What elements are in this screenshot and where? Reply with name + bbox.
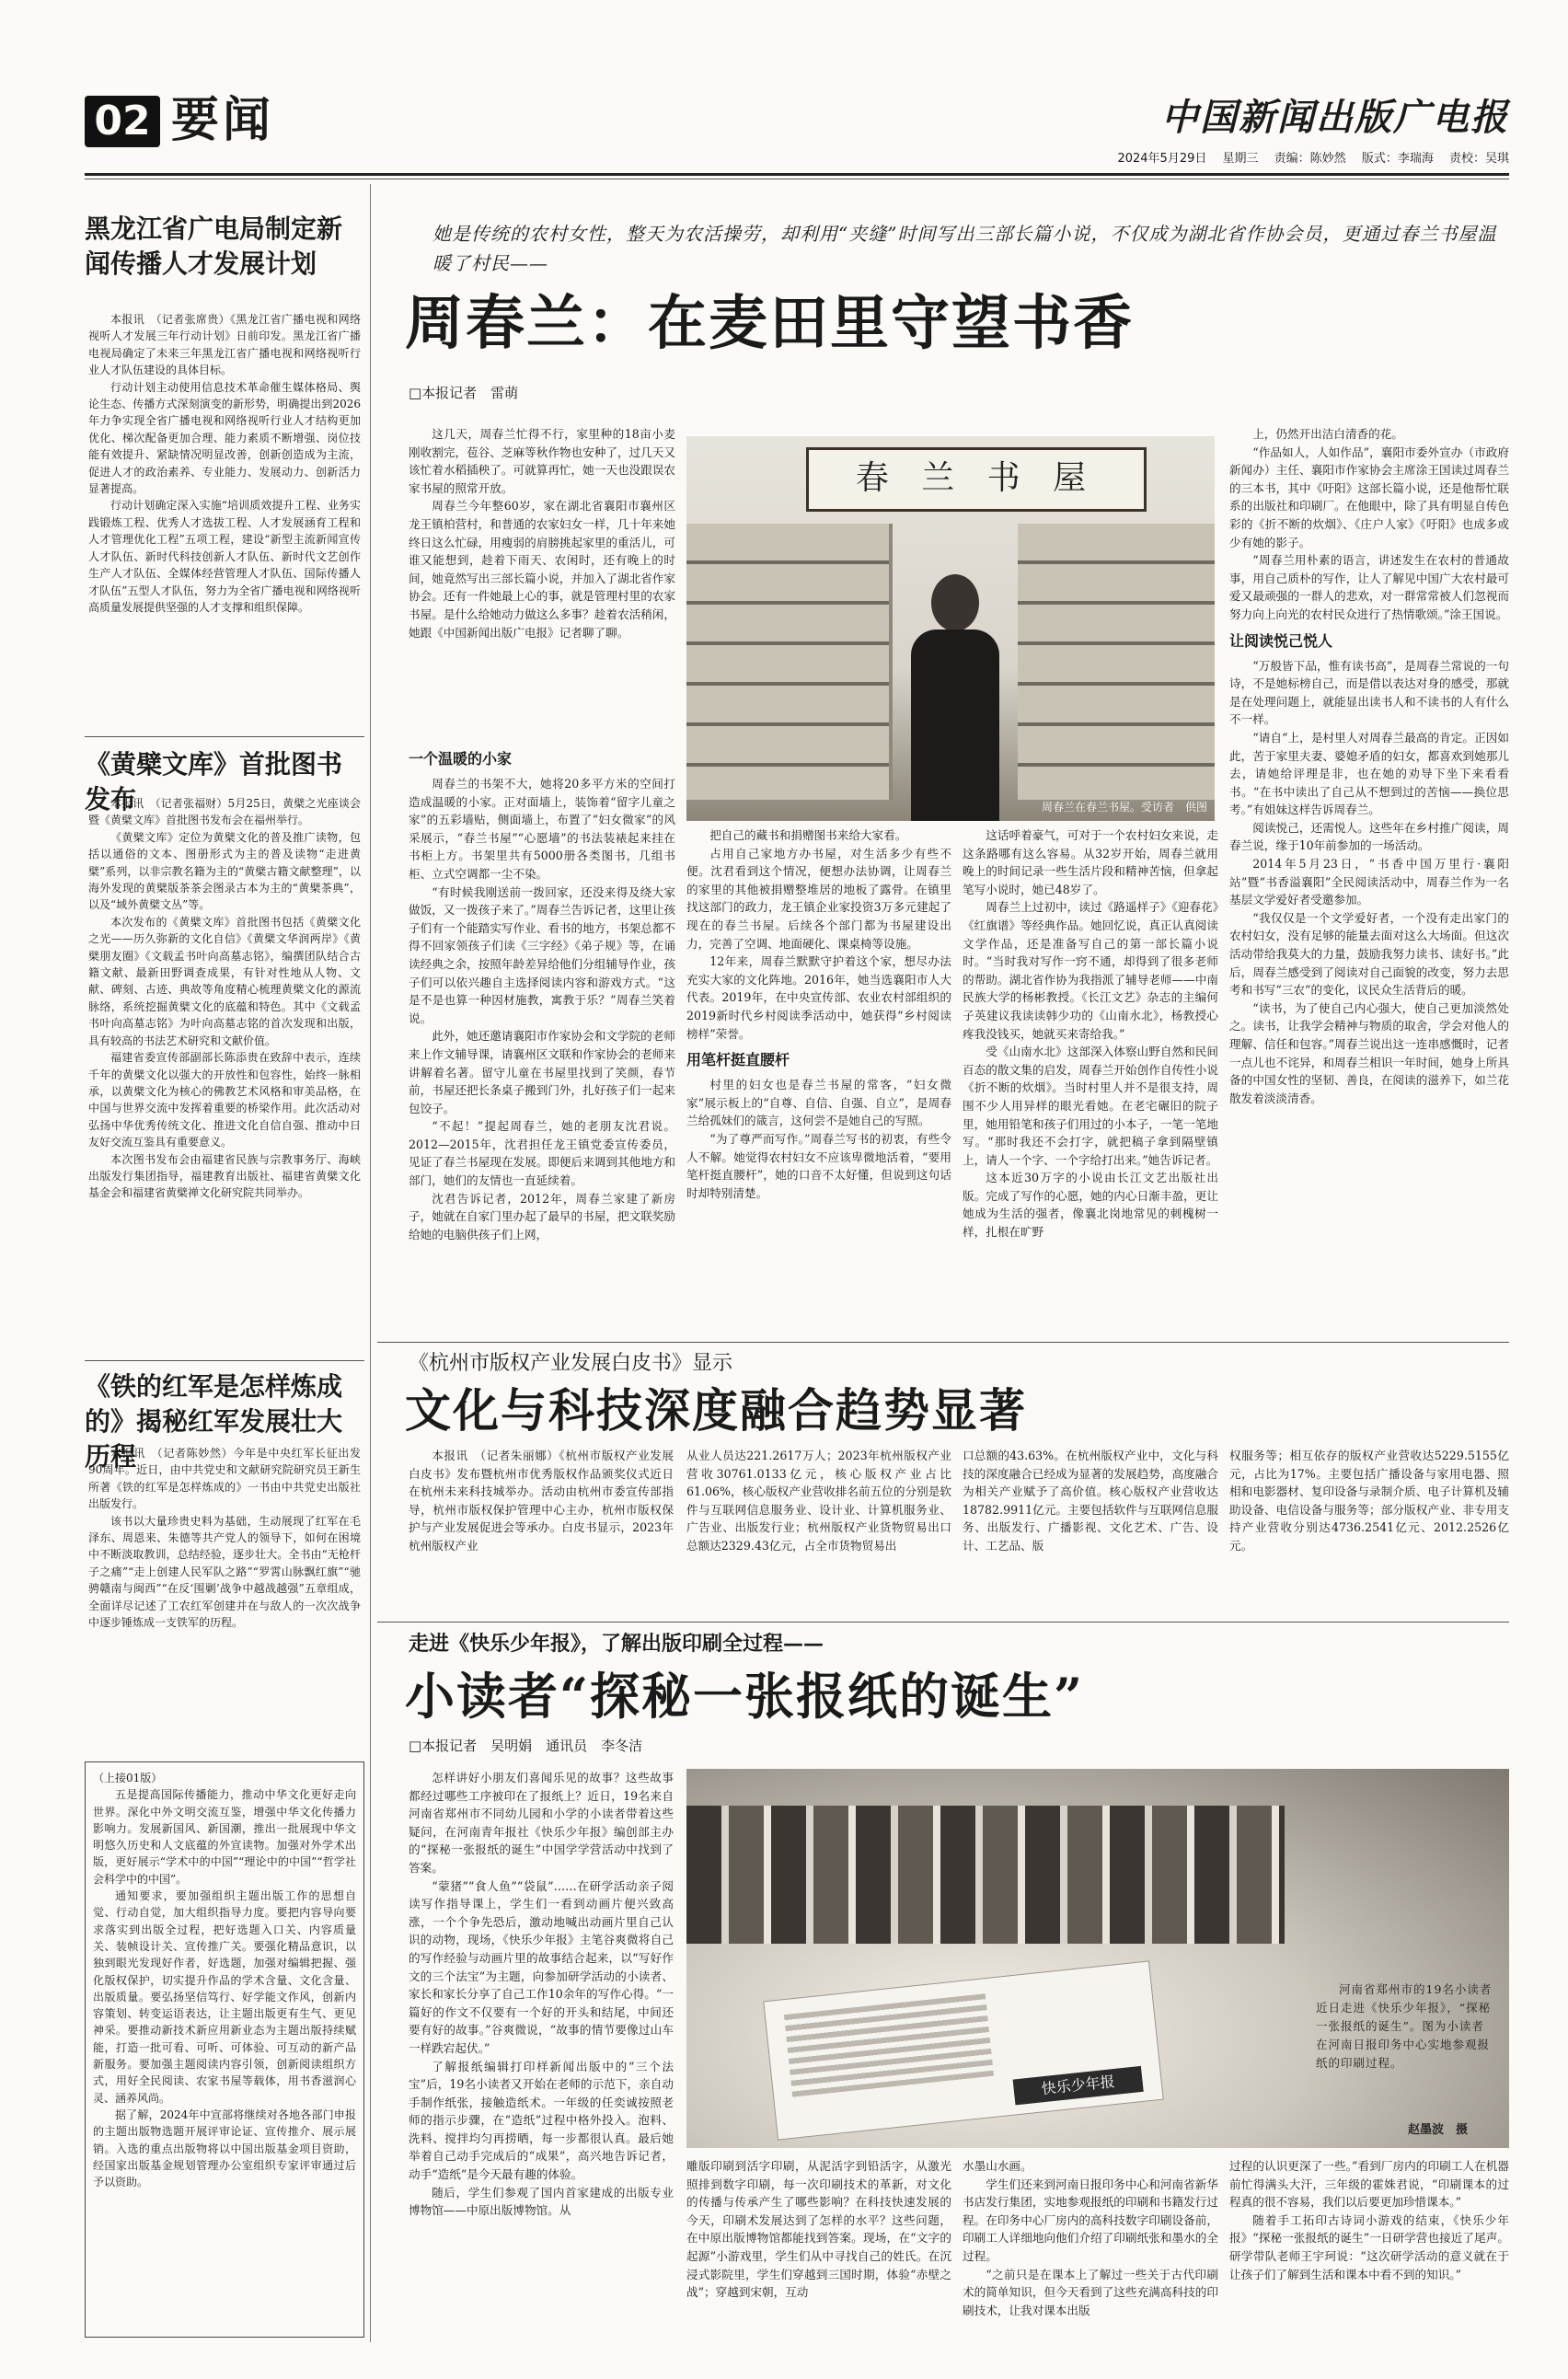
paragraph: 口总额的43.63%。在杭州版权产业中，文化与科技的深度融合已经成为显著的发展趋势，高度融合为相关产业赋予了高价值。核心版权产业营收达18782.9911亿元。主要包括软件与互联网信息服务、出版发行、广播影视、文化艺术、广告、设计、工艺品、版 [963, 1449, 1218, 1553]
paragraph: 从业人员达221.2617万人；2023年杭州版权产业营收30761.0133亿元，核心版权产业占比61.06%，核心版权产业营收排名前五位的分别是软件与互联网信息服务业、设计业、计算机服务业、广告业、出版发行业；杭州版权产业货物贸易出口总额达2329.43亿元，占全市货物贸易出 [686, 1449, 951, 1553]
kids-col3 [963, 2157, 1218, 2338]
kids-col1 [409, 1769, 674, 2338]
divider [377, 1622, 1509, 1623]
paragraph: 2014年5月23日，“书香中国万里行·襄阳站”暨“书香溢襄阳”全民阅读活动中，周春兰作为一名基层文学爱好者受邀参加。 [1229, 857, 1509, 907]
page-number: 02 [85, 96, 160, 147]
lead-photo [686, 436, 1215, 821]
paragraph: 周春兰的书架不大，她将20多平方米的空间打造成温暖的小家。正对面墙上，装饰着“留字儿童之家”的五彩墙贴，侧面墙上，布置了“妇女微家”的风采展示，“春兰书屋”“心愿墙”的书法装裱起来挂在书柜上方。书架里共有5000册各类图书，几组书柜、立式空调都一尘不染。 [409, 777, 675, 881]
paragraph: 五是提高国际传播能力，推动中华文化更好走向世界。深化中外文明交流互鉴，增强中华文化传播力影响力。发展新国风、新国潮，推出一批展现中华文明悠久历史和人文底蕴的外宣读物。加强对外学术出版，更好展示“学术中的中国”“理论中的中国”“哲学社会科学中的中国”。 [93, 1788, 356, 1886]
paragraph: 水墨山水画。 [963, 2159, 1032, 2173]
paragraph: “万般皆下品，惟有读书高”，是周春兰常说的一句诗，不是她标榜自己，而是借以表达对身的感受，那就是在处理问题上，就能显出读书人和不读书的人有什么不一样。 [1229, 658, 1509, 727]
person-figure [904, 574, 1005, 821]
paragraph: 随后，学生们参观了国内首家建成的出版专业博物馆——中原出版博物馆。从 [409, 2185, 674, 2218]
paragraph: “之前只是在课本上了解过一些关于古代印刷术的简单知识，但今天看到了这些充满高科技的印刷技术，让我对课本出版 [963, 2267, 1218, 2317]
paragraph: “作品如人，人如作品”，襄阳市委外宣办（市政府新闻办）主任、襄阳市作家协会主席涂王国读过周春兰的三本书，其中《吁阳》这部长篇小说，还是他帮忙联系的出版社和印刷厂。在他眼中，除了具有明显自传色彩的《折不断的炊烟》、《庄户人家》《吁阳》也成多或少有她的影子。 [1229, 445, 1509, 549]
hz-col2 [686, 1447, 951, 1612]
article-heilongjiang-title: 黑龙江省广电局制定新闻传播人才发展计划 [85, 214, 343, 279]
paragraph: 周春兰今年整60岁，家在湖北省襄阳市襄州区龙王镇柏营村，和普通的农家妇女一样，几十年来她终日这么忙碌，用瘦弱的肩膀挑起家里的重活儿，可谁又能想到，趁着下雨天、农闲时，还有晚上的时间，她竟然写出三部长篇小说，并加入了湖北省作家协会。还有一件她最上心的事，就是管理村里的农家书屋。是什么给她动力做这么多事？趁着农活稍闲，她跟《中国新闻出版广电报》记者聊了聊。 [409, 499, 675, 640]
header-rule [85, 173, 1509, 176]
design-label: 版式：李瑞海 [1361, 152, 1434, 166]
lead-photo-caption: 周春兰在春兰书屋。受访者 供图 [1041, 801, 1207, 814]
paragraph: 这几天，周春兰忙得不行，家里种的18亩小麦刚收割完，苞谷、芝麻等秋作物也安种了，过几天又该忙着水稻插秧了。可就算再忙，她一天也没跟误农家书屋的照常开放。 [409, 427, 675, 495]
paragraph: 受《山南水北》这部深入体察山野自然和民间百态的散文集的启发，周春兰开始创作自传性小说《折不断的炊烟》。当时村里人并不是很支持，周围不少人用异样的眼光看她。在老宅碾旧的院子里，她用铅笔和孩子们用过的小本子，一笔一笔地写。“那时我还不会打字，就把稿子拿到隔壁镇上，请人一个字、一个字给打出来。”她告诉记者。 [963, 1045, 1218, 1167]
paragraph: “不起！”提起周春兰，她的老朋友沈君说。2012—2015年，沈君担任龙王镇党委宣传委员，见证了春兰书屋现在发展。即便后来调到其他地方和部门，她们的友情也一直延续着。 [409, 1119, 675, 1188]
paragraph: 这本近30万字的小说由长江文艺出版社出版。完成了写作的心愿，她的内心日渐丰盈，更让她成为生活的强者，像襄北岗地常见的刺槐树一样，扎根在旷野 [963, 1171, 1218, 1240]
paragraph: 福建省委宣传部副部长陈添贵在致辞中表示，连续千年的黄檗文化以强大的开放性和包容性，始终一脉相承，以黄檗文化为核心的佛教艺术风格和审美品格，在中国与世界交流中发挥着重要的桥梁作用。此次活动对弘扬中华优秀传统文化、推进文化自信自强、推动中日友好交流互鉴具有重要意义。 [88, 1051, 361, 1149]
hz-col1 [409, 1447, 674, 1612]
article-huangbo-title: 《黄檗文库》首批图书发布 [85, 749, 343, 814]
paragraph: “有时候我刚送前一拨回家，还没来得及绕大家做饭，又一拨孩子来了。”周春兰告诉记者，这里让孩子们有一个能踏实写作业、看书的地方，书架总都不得不回家领孩子们读《三字经》《弟子规》等，在诵读经典之余，按照年龄差异给他们分组辅导作业，孩子们可以依兴趣自主选择阅读内容和游戏方式。“这是不是也算一种因材施教，寓教于乐？”周春兰笑着说。 [409, 884, 675, 1025]
paragraph: 把自己的藏书和捐赠图书来给大家看。 [709, 828, 907, 842]
kids-kicker: 走进《快乐少年报》，了解出版印刷全过程—— [409, 1632, 824, 1656]
paragraph: 学生们还来到河南日报印务中心和河南省新华书店发行集团，实地参观报纸的印刷和书籍发行过程。在印务中心厂房内的高科技数字印刷设备前，印刷工人详细地向他们介绍了印刷纸张和墨水的全过程。 [963, 2177, 1218, 2263]
hz-col4 [1229, 1447, 1509, 1612]
paragraph: 行动计划主动使用信息技术革命催生媒体格局、舆论生态、传播方式深刻演变的新形势，明确提出到2026年力争实现全省广播电视和网络视听行业人才结构更加优化、梯次配备更加合理、能力素质不断增强、岗位技能有效提升、紧缺情况明显改善，创新创造成为主流，促进人才的政治素养、专业能力、发展动力、创新活力显著提高。 [88, 380, 361, 496]
paragraph: 《黄檗文库》定位为黄檗文化的普及推广读物，包括以通俗的文本、图册形式为主的普及读物“走进黄檗”系列，以非宗教名籍为主的“黄檗古籍文献整理”，以海外发现的黄檗版茶茶会图录古本为主的“黄檗茶典”，以及“域外黄檗文丛”等。 [88, 830, 361, 912]
paragraph: “蒙猪”“食人鱼”“袋鼠”……在研学活动亲子阅读写作指导课上，学生们一看到动画片便兴致高涨，一个个争先恐后，激动地喊出动画片里自己认识的动物，现场，《快乐少年报》主笔谷爽微将自己的写作经验与动画片里的故事结合起来，以“写好作文的三个法宝”为主题，向参加研学活动的小读者、家长和家长分享了自己工作10余年的写作心得。“一篇好的作文不仅要有一个好的开头和结尾，中间还要有好的故事。”谷爽微说，“故事的情节要像过山车一样跌宕起伏。” [409, 1878, 674, 2055]
paragraph: 本报讯 （记者陈妙然）今年是中央红军长征出发90周年。近日，由中共党史和文献研究院研究员王新生所著《铁的红军是怎样炼成的》一书由中共党史出版社出版发行。 [88, 1447, 361, 1511]
paragraph: “请自“上，是村里人对周春兰最高的肯定。正因如此，苦于家里夫妻、婆媳矛盾的妇女，都喜欢到她那儿去，请她给评理是非，也在她的劝导下坐下来看看书。“在书中读出了自己从不想到过的苦恼——换位思考。”有姐妹这样告诉周春兰。 [1229, 730, 1509, 817]
paragraph: 阅读悦己，还需悦人。这些年在乡村推广阅读，周春兰说，缘于10年前参加的一场活动。 [1229, 820, 1509, 853]
article-huangbo-body [88, 795, 361, 1355]
paragraph: 12年来，周春兰默默守护着这个家，想尽办法充实大家的文化阵地。2016年，她当选襄阳市人大代表。2019年，在中央宣传部、农业农村部组织的2019新时代乡村阅读季活动中，她获得“乡村阅读榜样”荣誉。 [686, 954, 951, 1041]
paragraph: 权服务等；相互依存的版权产业营收达5229.5155亿元，占比为17%。主要包括广播设备与家用电器、照相和电影器材、复印设备与录制介质、电子计算机及辅助设备、电信设备与服务等；部分版权产业、非专用支持产业营收分别达4736.2541亿元、2012.2526亿元。 [1229, 1449, 1509, 1553]
kids-title: 小读者“探秘一张报纸的诞生” [405, 1667, 1085, 1726]
article-heilongjiang-body [88, 311, 361, 727]
paragraph: 占用自己家地方办书屋，对生活多少有些不便。沈君看到这个情况，便想办法协调，让周春兰的家里的其他被捐赠整堆居的地板了露骨。在镇里找这部门的政力，龙王镇企业家投资3万多元建起了现在的春兰书屋。后续各个部门都为书屋建设出力，完善了空调、地面硬化、课桌椅等设施。 [686, 846, 951, 951]
crowd-band [686, 1806, 1285, 1944]
paragraph: 据了解，2024年中宣部将继续对各地各部门申报的主题出版物选题开展评审论证、宣传推介、展示展销。入选的重点出版物将以中国出版基金项目资助，经国家出版基金规划管理办公室组织专家评审通过后予以资助。 [93, 2108, 356, 2189]
hz-kicker: 《杭州市版权产业发展白皮书》显示 [409, 1352, 733, 1375]
lead-col1-top [409, 425, 675, 740]
paragraph: 本次图书发布会由福建省民族与宗教事务厅、海峡出版发行集团指导，福建教育出版社、福建省黄檗文化基金会和福建省黄檗禅文化研究院共同举办。 [88, 1152, 361, 1200]
paragraph: 本次发布的《黄檗文库》首批图书包括《黄檗文化之光——历久弥新的文化自信》《黄檗文华润两岸》《黄檗朋友圈》《文载孟书叶向高墓志铭》，编撰团队结合古籍文献、最新田野调查成果，有针对性地从人物、文献、碑刻、古迹、典故等角度精心梳理黄檗文化的源流脉络，系统挖掘黄檗文化的底蕴和特色。其中《文载孟书叶向高墓志铭》为叶向高墓志铭的首次发现和出版，具有较高的书法艺术研究和文献价值。 [88, 915, 361, 1047]
weekday-label: 星期三 [1222, 152, 1259, 166]
paragraph: 村里的妇女也是春兰书屋的常客，“妇女微家”展示板上的“自尊、自信、自强、自立”，是周春兰给孤妹们的箴言，这何尝不是她自己的写照。 [686, 1078, 951, 1128]
paragraph: 了解报纸编辑打印样新闻出版中的“三个法宝”后，19名小读者又开始在老师的示范下，亲自动手制作纸张，接触造纸术。一年级的任奕诚按照老师的指示步骤，在“造纸”过程中格外投入。泡料、洗料、搅拌均匀再捞晒，每一步都很认真。最后她举着自己动手完成后的“成果”，高兴地告诉记者，动手“造纸”是今天最有趣的体验。 [409, 2059, 674, 2182]
paragraph: 本报讯 （记者张席贵）《黑龙江省广播电视和网络视听人才发展三年行动计划》日前印发。黑龙江省广播电视局确定了未来三年黑龙江省广播电视和网络视听行业人才队伍建设的具体目标。 [88, 313, 361, 377]
paragraph: 此外，她还邀请襄阳市作家协会和文学院的老师来上作文辅导课，请襄州区文联和作家协会的老师来讲解着名著。留守儿童在书屋里找到了笑颜，春节前，书屋还把长条桌子搬到门外，扎好孩子们一起来包饺子。 [409, 1029, 675, 1115]
hz-col3 [963, 1447, 1218, 1612]
paragraph: 雕版印刷到活字印刷，从泥活字到铅活字，从激光照排到数字印刷，每一次印刷技术的革新，对文化的传播与传承产生了哪些影响？在科技快速发展的今天，印刷术发展达到了怎样的水平？这些问题，在中原出版博物馆都能找到答案。现场，在“文字的起源”小游戏里，学生们从中寻找自己的姓氏。在沉浸式影院里，学生们穿越到三国时期，体验“赤壁之战”；穿越到宋朝，互动 [686, 2159, 951, 2300]
paragraph: 本报讯 （记者张福财）5月25日，黄檗之光座谈会暨《黄檗文库》首批图书发布会在福州举行。 [88, 797, 361, 827]
header-meta [1007, 150, 1509, 168]
subhead-pen: 用笔杆挺直腰杆 [686, 1051, 790, 1069]
calligraphy-sign: 春 兰 书 屋 [806, 447, 1147, 512]
lead-col1-bottom [409, 742, 675, 1334]
paragraph: 过程的认识更深了一些。”看到厂房内的印刷工人在机器前忙得满头大汗，三年级的霍姝君说，“印刷课本的过程真的很不容易，我们以后要更加珍惜课本。” [1229, 2159, 1509, 2210]
paragraph: “为了尊严而写作。”周春兰写书的初衷，有些令人不解。她觉得农村妇女不应该卑微地活着，“要用笔杆挺直腰杆”，她的口音不太好懂，但说到这句话时却特别清楚。 [686, 1131, 951, 1200]
paragraph: 通知要求，要加强组织主题出版工作的思想自觉、行动自觉，加大组织指导力度。要把内容导向要求落实到出版全过程，把好选题入口关、内容质量关、装帧设计关、宣传推广关。要强化精品意识，以独到眼光发现好作者，好选题，加强对编辑把握、强化版权保护，切实提升作品的学术含量、文化含量、出版质量。要弘扬坚信笃行、好学能文作风，创新内容策划、转变运语表达，让主题出版更有生气、更见神采。要推动新技术新应用新业态为主题出版持续赋能，打造一批可看、可听、可体验、可互动的新产品新服务。要加强主题阅读内容引领，创新阅读组织方式，用好全民阅读、农家书屋等载体，用书香滋润心灵、涵养风尚。 [93, 1889, 356, 2105]
continued-body [93, 1770, 356, 2329]
divider [85, 1360, 364, 1361]
paragraph: 随着手工拓印古诗词小游戏的结束，《快乐少年报》“探秘一张报纸的诞生”一日研学营也接近了尾声。研学带队老师王宇珂说：“这次研学活动的意义就在于让孩子们了解到生活和课本中看不到的知识。” [1229, 2212, 1509, 2281]
kids-photo [686, 1769, 1509, 2148]
kids-col2 [686, 2157, 951, 2338]
subhead-warm-home: 一个温暖的小家 [409, 750, 513, 768]
proof-label: 责校：吴琪 [1448, 152, 1509, 166]
kids-byline: □本报记者 吴明娟 通讯员 李冬洁 [409, 1738, 643, 1754]
sidebar-divider [370, 184, 371, 2342]
paragraph: 周春兰上过初中，读过《路遥样子》《迎春花》《红旗谱》等经典作品。她回忆说，真正认真阅读文学作品，还是准备写自己的第一部长篇小说时。“当时我对写作一窍不通，却得到了很多老师的帮助。湖北省作协为我指派了辅导老师——中南民族大学的杨彬教授。《长江文艺》杂志的主编何子英建议我读读韩少功的《山南水北》，杨教授心疼我没钱买，她就买来寄给我。” [963, 900, 1218, 1041]
lead-col2 [686, 826, 951, 1334]
kids-photo-credit: 赵墨波 摄 [1408, 2123, 1469, 2137]
section-title: 要闻 [171, 92, 275, 148]
paragraph: “周春兰用朴素的语言，讲述发生在农村的普通故事，用自己质朴的写作，让人了解见中国广大农村最可爱又最顽强的一群人的悲欢，对一群常常被人们忽视而努力向上向光的农村民众进行了热情歌颂。”涂王国说。 [1229, 553, 1509, 621]
bookshelf-right [1018, 524, 1215, 800]
continued-box [85, 1761, 364, 2338]
lead-intro: 她是传统的农村女性，整天为农活操劳，却利用“夹缝”时间写出三部长篇小说，不仅成为湖北省作协会员，更通过春兰书屋温暖了村民—— [432, 223, 1497, 274]
divider [85, 736, 364, 737]
kids-newspaper [763, 1960, 1164, 2140]
lead-byline: □本报记者 雷萌 [409, 385, 519, 401]
paragraph: 该书以大量珍贵史料为基础，生动展现了红军在毛泽东、周恩来、朱德等共产党人的领导下，如何在困境中不断淡取教训，总结经验，逐步壮大。全书由“无枪杆子之痛”“走上创建人民军队之路”“罗霄山脉飘红旗”“驰骋赣南与闽西”“在反‘围剿’战争中越战越强”五章组成，全面详尽记述了工农红军创建并在与敌人的一次次战争中逐步锤炼成一支铁军的历程。 [88, 1514, 361, 1630]
newspaper-masthead: 快乐少年报 [1013, 2066, 1144, 2105]
subhead-reading: 让阅读悦己悦人 [1229, 631, 1333, 650]
paragraph: 上，仍然开出洁白清香的花。 [1252, 427, 1403, 441]
paragraph: 怎样讲好小朋友们喜闻乐见的故事？这些故事都经过哪些工序被印在了报纸上？近日，19名来自河南省郑州市不同幼儿园和小学的小读者带着这些疑问，在河南青年报社《快乐少年报》编创部主办的“探秘一张报纸的诞生”中国学学营活动中找到了答案。 [409, 1771, 674, 1875]
lead-col3 [963, 826, 1218, 1334]
hz-title: 文化与科技深度融合趋势显著 [405, 1383, 1027, 1438]
continued-label: （上接01版） [93, 1772, 163, 1784]
lead-col4 [1229, 425, 1509, 1334]
paragraph: 本报讯 （记者朱丽娜）《杭州市版权产业发展白皮书》发布暨杭州市优秀版权作品颁奖仪式近日在杭州未来科技城举办。活动由杭州市委宣传部指导，杭州市版权保护管理中心主办，杭州市版权保护与产业发展促进会等承办。白皮书显示，2023年杭州版权产业 [409, 1449, 674, 1553]
paragraph: 这话呼着豪气，可对于一个农村妇女来说，走这条路哪有这么容易。从32岁开始，周春兰就用晚上的时间记录一些生活片段和精神苦恼，但拿起笔写小说时，她已48岁了。 [963, 828, 1218, 896]
paragraph: “读书，为了使自己内心强大，使自己更加淡然处之。读书，让我学会精神与物质的取舍，学会对他人的理解、信任和包容。”周春兰说出这一连串感慨时，记者一点儿也不诧异，和周春兰相识一年时间，她身上所具备的中国女性的坚韧、善良，在阅读的滋养下，如兰花散发着淡淡清香。 [1229, 1000, 1509, 1105]
masthead: 中国新闻出版广电报 [1161, 96, 1509, 139]
kids-photo-caption: 河南省郑州市的19名小读者近日走进《快乐少年报》，“探秘一张报纸的诞生”。图为小读者在河南日报印务中心实地参观报纸的印刷过程。 [1316, 1982, 1493, 2070]
kids-col4 [1229, 2157, 1509, 2338]
paragraph: “我仅仅是一个文学爱好者，一个没有走出家门的农村妇女，没有足够的能量去面对这么大场面。但这次活动带给我莫大的力量，鼓励我努力读书、读好书。”此后，周春兰感受到了阅读对自己面貌的改变，努力去思考和书写“三农”的变化，议民众生活背后的暖。 [1229, 910, 1509, 998]
paragraph: 行动计划确定深入实施“培训质效提升工程、业务实践锻炼工程、优秀人才选拔工程、人才发展涵育工程和人才管理优化工程”五项工程，建设“新型主流新闻宣传人才队伍、新时代科技创新人才队伍、新时代文艺创作生产人才队伍、全媒体经营管理人才队伍、国际传播人才队伍”五型人才队伍，努力为全省广播电视和网络视听高质量发展提供坚强的人才支撑和组织保障。 [88, 499, 361, 614]
divider [377, 1342, 1509, 1343]
article-redarmy-body [88, 1445, 361, 1739]
editor-label: 责编：陈妙然 [1274, 152, 1346, 166]
lead-title: 周春兰：在麦田里守望书香 [405, 289, 1134, 358]
date-label: 2024年5月29日 [1117, 152, 1207, 166]
bookshelf-left [686, 524, 893, 800]
article-redarmy-title: 《铁的红军是怎样炼成的》揭秘红军发展壮大历程 [85, 1371, 343, 1472]
paragraph: 沈君告诉记者，2012年，周春兰家建了新房子，她就在自家门里办起了最早的书屋，把文联奖励给她的电脑供孩子们上网， [409, 1191, 675, 1241]
